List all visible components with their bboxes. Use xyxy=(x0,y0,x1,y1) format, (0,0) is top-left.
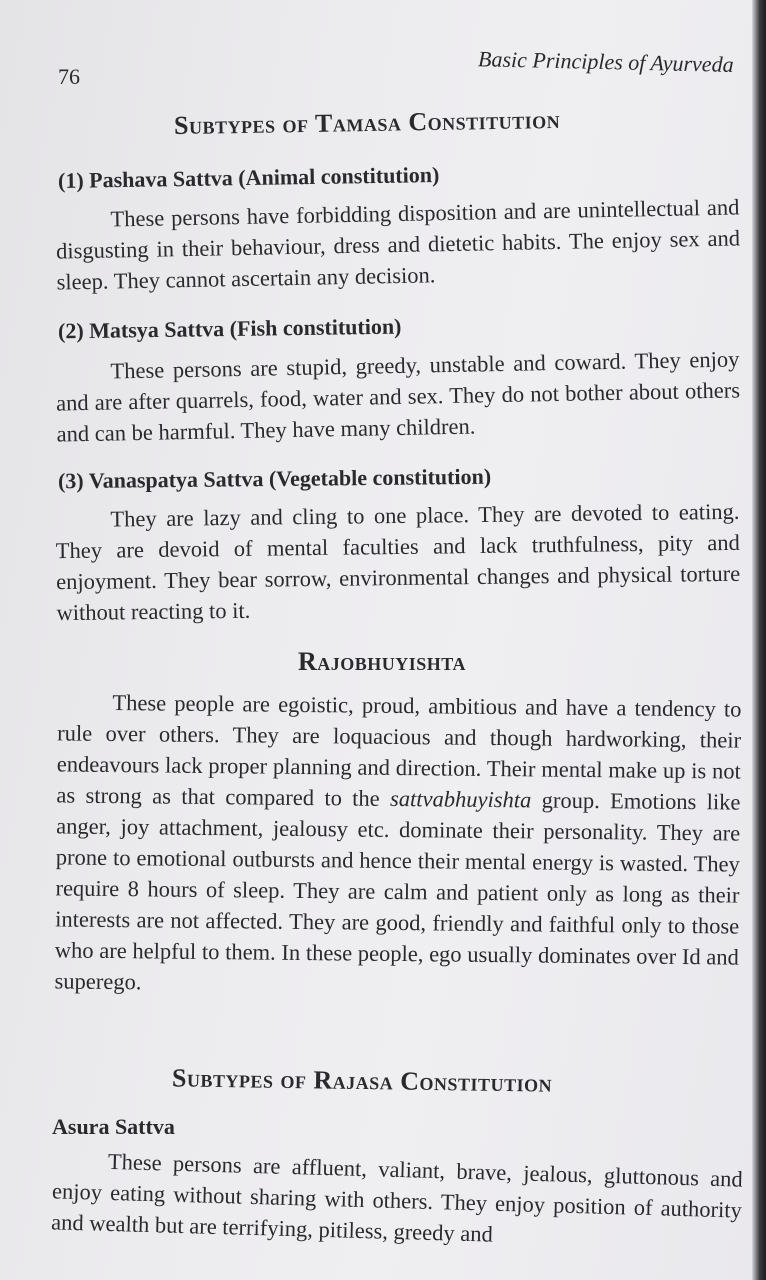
subheading-vanaspatya: (3) Vanaspatya Sattva (Vegetable constitution) xyxy=(57,463,492,494)
section-heading-rajobhuyishta: Rajobhuyishta xyxy=(298,647,466,676)
page-edge-shadow xyxy=(752,0,766,1280)
paragraph-rajobhuyishta xyxy=(54,686,741,1003)
paragraph-matsya: These persons are stupid, greedy, unstable and coward. They enjoy and are after quarrels, food, water and sex. They do not bother about others and can be harmful. They have many children. xyxy=(55,346,741,447)
paragraph-asura: These persons are affluent, valiant, brave, jealous, gluttonous and enjoy eating without sharing with others. They enjoy position of authority and wealth but are terrifying, pitiless, greedy and xyxy=(50,1148,744,1247)
page-header xyxy=(58,46,735,92)
paragraph-vanaspatya: They are lazy and cling to one place. They are devoted to eating. They are devoid of mental faculties and lack truthfulness, pity and enjoyment. They bear sorrow, environmental changes and physical torture without reacting to it. xyxy=(55,498,741,626)
paragraph-rajobhuyishta-part2: group. Emotions like anger, joy attachment, jealousy etc. dominate their personality. They are prone to emotional outbursts and hence their mental energy is wasted. They require 8 hours of sleep. They are calm and patient only as long as their interests are not affected. They are good, friendly and faithful only to those who are helpful to them. In these people, ego usually dominates over Id and superego. xyxy=(54,787,741,995)
paragraph-pashava: These persons have forbidding disposition and are unintellectual and disgusting in their behaviour, dress and dietetic habits. The enjoy sex and sleep. They cannot ascertain any decision. xyxy=(55,194,741,295)
section-heading-tamasa: Subtypes of Tamasa Constitution xyxy=(173,104,561,141)
running-head: Basic Principles of Ayurveda xyxy=(478,46,735,77)
paragraph-rajobhuyishta-part1: These people are egoistic, proud, ambitious and have a tendency to rule over others. They are loquacious and though hardworking, their endeavours lack proper planning and direction. Their mental make up is not as strong as that compared to the xyxy=(56,690,742,811)
subheading-matsya: (2) Matsya Sattva (Fish constitution) xyxy=(57,313,402,344)
term-sattvabhuyishta: sattvabhuyishta xyxy=(389,785,532,813)
page-number: 76 xyxy=(58,64,80,89)
subheading-pashava: (1) Pashava Sattva (Animal constitution) xyxy=(57,162,440,193)
subheading-asura: Asura Sattva xyxy=(52,1114,175,1139)
section-heading-rajasa: Subtypes of Rajasa Constitution xyxy=(171,1063,553,1098)
